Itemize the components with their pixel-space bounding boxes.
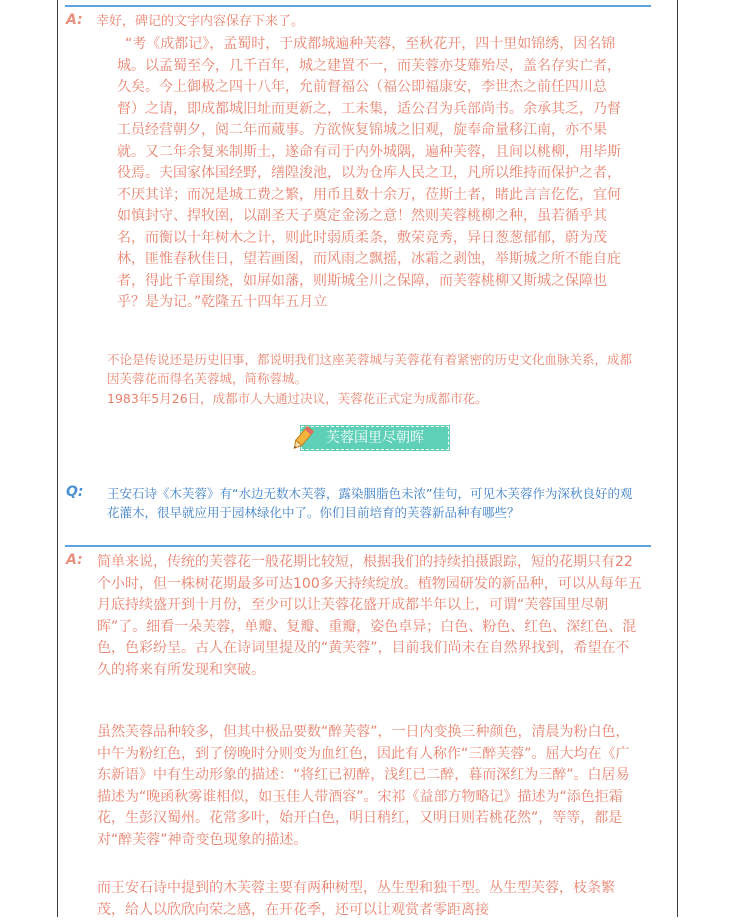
section-banner xyxy=(287,424,453,452)
answer-intro: 幸好，碑记的文字内容保存下来了。 xyxy=(96,14,305,29)
answer-marker: A: xyxy=(66,12,83,28)
divider-line xyxy=(65,5,651,7)
answer-note-citiflower: 1983年5月26日，成都市人大通过决议，芙蓉花正式定为成都市花。 xyxy=(107,391,488,406)
question-text: 王安石诗《木芙蓉》有“水边无数木芙蓉，露染胭脂色未浓”佳句，可见木芙蓉作为深秋良好的观花灌木，很早就应用于园林绿化中了。你们目前培育的芙蓉新品种有哪些？ xyxy=(107,486,633,520)
divider-line xyxy=(65,545,651,547)
stele-quote: “考《成都记》，孟蜀时，于成都城遍种芙蓉，至秋花开，四十里如锦绣，因名锦城。以孟蜀至今，几千百年，城之建置不一，而芙蓉亦芟薙殆尽，盖名存实亡者，久矣。今上御极之四十八年，允前督福公（福公即福康安，李世杰之前任四川总督）之请，即成都城旧址而更新之，工未集，适公召为兵部尚书。余承其乏，乃督工员经营朝夕，阅二年而蒇事。方欲恢复锦城之旧观，旋奉命量移江南，亦不果就。又二年余复来制斯土，遂命有司于内外城隅，遍种芙蓉，且间以桃柳，用毕斯役焉。夫国家体国经野，缮隍浚池，以为仓库人民之卫，凡所以维持而保护之者，不厌其详；而况是城工费之繁，用币且数十余万，莅斯土者，睹此言言仡仡，宜何如慎封守、捍牧圉，以副圣天子奠定金汤之意！然则芙蓉桃柳之种，虽若循乎其名，而衡以十年树木之计，则此时弱质柔条，敷荣竞秀，异日葱葱郁郁，蔚为茂林，匪惟春秋佳日，望若画图，而风雨之飘摇，冰霜之剥蚀，举斯城之所不能自庇者，得此千章围绕，如屏如藩，则斯城全川之保障，而芙蓉桃柳又斯城之保障也乎？是为记。”乾隆五十四年五月立 xyxy=(117,36,621,310)
answer-paragraph-2: 虽然芙蓉品种较多，但其中极品要数“醉芙蓉”，一日内变换三种颜色，清晨为粉白色，中午为粉红色，到了傍晚时分则变为血红色，因此有人称作“三醉芙蓉”。屈大均在《广东新语》中有生动形象的描述：“将红已初醉，浅红已二醉，暮而深红为三醉”。白居易描述为“晚函秋雾谁相似，如玉佳人带酒容”。宋祁《益部方物略记》描述为“添色拒霜花，生彭汉蜀州。花常多叶，始开白色，明日稍红，又明日则若桃花然”，等等，都是对“醉芙蓉”神奇变色现象的描述。 xyxy=(97,724,630,848)
pencil-icon xyxy=(287,424,317,454)
question-marker: Q: xyxy=(66,484,84,500)
answer-paragraph-3: 而王安石诗中提到的木芙蓉主要有两种树型，丛生型和独干型。丛生型芙蓉，枝条繁茂，给人以欣欣向荣之感，在开花季，还可以让观赏者零距离接 xyxy=(97,880,615,918)
banner-title: 芙蓉国里尽朝晖 xyxy=(326,430,424,446)
right-border xyxy=(677,0,678,917)
left-border xyxy=(57,0,58,917)
answer-paragraph-1: 简单来说，传统的芙蓉花一般花期比较短，根据我们的持续拍摄跟踪，短的花期只有22个小时，但一株树花期最多可达100多天持续绽放。植物园研发的新品种，可以从每年五月底持续盛开到十月份，至少可以让芙蓉花盛开成都半年以上，可谓“芙蓉国里尽朝晖”了。细看一朵芙蓉，单瓣、复瓣、重瓣，姿色卓异；白色、粉色、红色、深红色、混色，色彩纷呈。古人在诗词里提及的“黄芙蓉”，目前我们尚未在自然界找到，希望在不久的将来有所发现和突破。 xyxy=(97,554,642,678)
answer-marker: A: xyxy=(66,552,83,568)
answer-note-culture: 不论是传说还是历史旧事，都说明我们这座芙蓉城与芙蓉花有着紧密的历史文化血脉关系，成都因芙蓉花而得名芙蓉城，简称蓉城。 xyxy=(107,352,633,386)
